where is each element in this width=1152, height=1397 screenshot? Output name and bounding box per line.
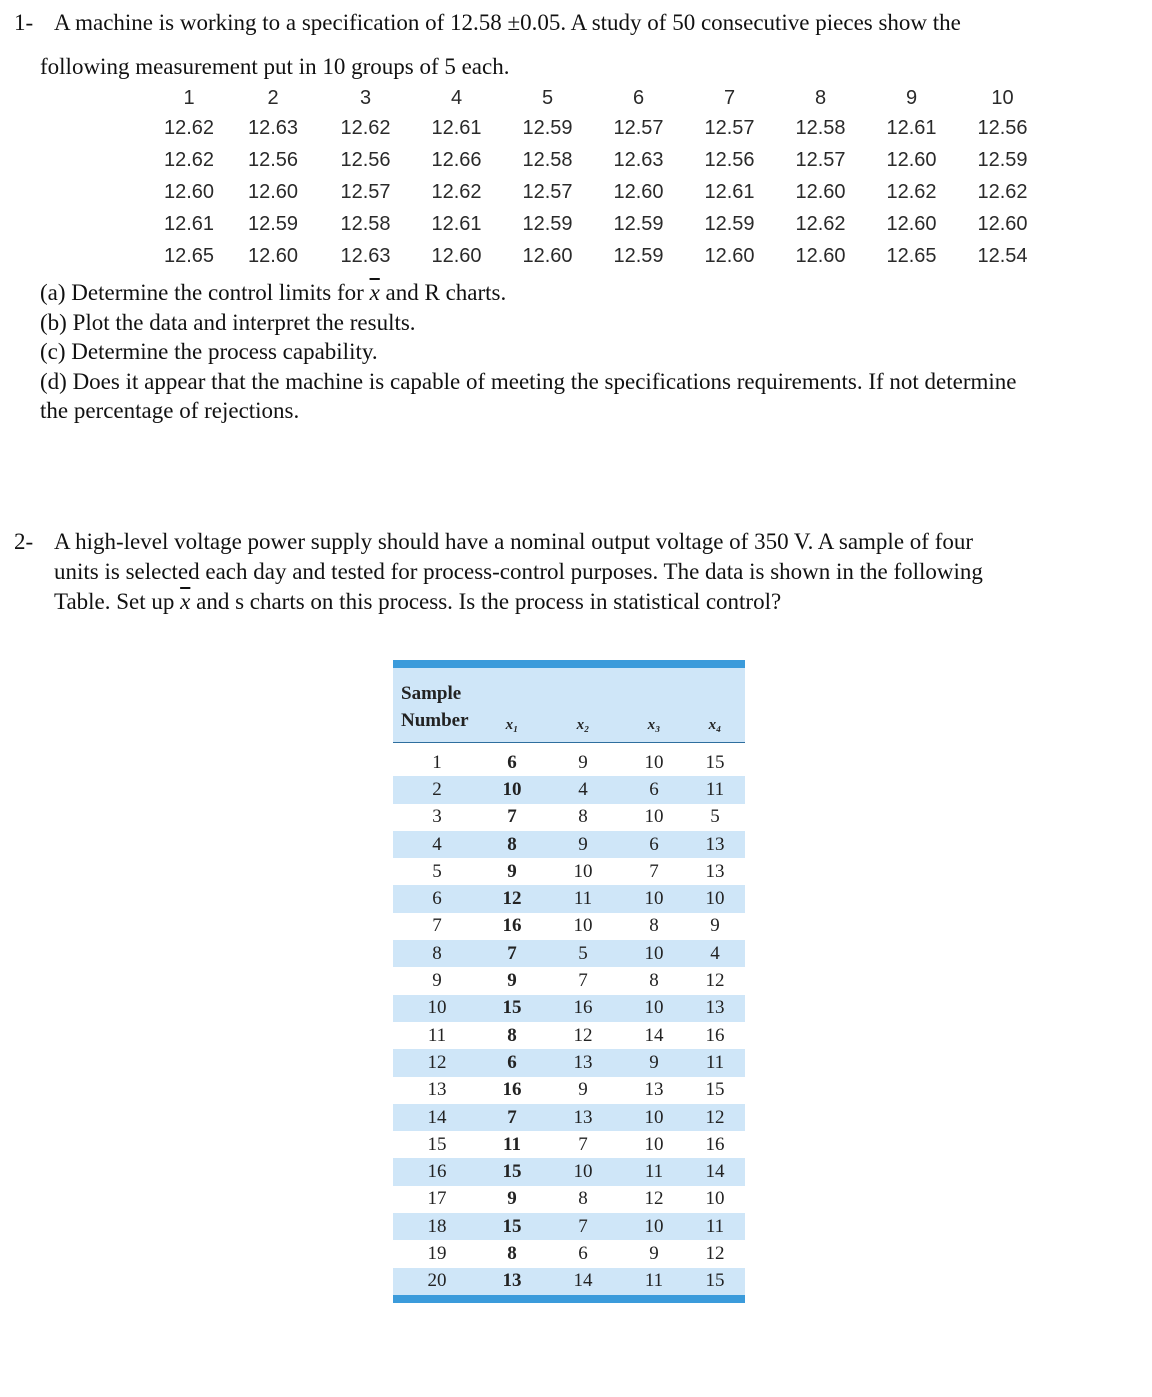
- sample-row: [393, 1158, 745, 1185]
- x3-cell: 6: [623, 831, 685, 858]
- measurement-row: [152, 112, 1048, 144]
- measurement-cell: 12.62: [795, 212, 846, 235]
- x4-cell: 15: [685, 1268, 745, 1295]
- measurement-cell: 12.62: [340, 116, 391, 139]
- x1-cell: 10: [481, 776, 543, 803]
- measurement-cell: 12.58: [522, 148, 573, 171]
- measurement-cell: 12.59: [704, 212, 755, 235]
- x3-cell: 6: [623, 776, 685, 803]
- part-a-text-end: and R charts.: [385, 280, 507, 305]
- problem1-number: 1-: [14, 10, 34, 35]
- group-header: 6: [632, 86, 645, 109]
- measurement-cell: 12.59: [613, 212, 664, 235]
- x4-cell: 10: [705, 1188, 725, 1210]
- header-sample: Sample: [401, 683, 462, 704]
- x3-cell: 10: [623, 1213, 685, 1240]
- x4-cell: 5: [710, 806, 720, 828]
- group-header: 9: [905, 86, 918, 109]
- x1-cell: 8: [481, 831, 543, 858]
- x4-cell: 10: [685, 885, 745, 912]
- sample-number-cell: 20: [393, 1268, 481, 1295]
- table-header-row: [393, 668, 745, 743]
- x3-header: [623, 668, 685, 743]
- group-header: 5: [541, 86, 554, 109]
- x1-cell: 7: [481, 1104, 543, 1131]
- measurement-cell: 12.57: [795, 148, 846, 171]
- group-header: 10: [991, 86, 1014, 109]
- sample-row: [393, 1268, 745, 1295]
- x3-cell: 10: [623, 1104, 685, 1131]
- x4-cell: 13: [705, 860, 725, 882]
- measurement-cell: 12.61: [163, 212, 215, 235]
- x3-label: x₃: [647, 717, 661, 733]
- x1-cell: 7: [507, 806, 517, 828]
- measurement-cell: 12.60: [795, 244, 846, 267]
- x3-cell: 10: [644, 806, 664, 828]
- measurement-cell: 12.61: [431, 212, 482, 235]
- group-header: 8: [814, 86, 827, 109]
- part-d-line2: the percentage of rejections.: [40, 398, 300, 423]
- part-a: [40, 278, 1140, 308]
- measurement-cell: 12.63: [247, 116, 299, 139]
- measurement-cell: 12.56: [340, 148, 391, 171]
- sample-row: [393, 995, 745, 1022]
- sample-number-cell: 5: [432, 860, 442, 882]
- measurement-cell: 12.62: [431, 180, 482, 203]
- xbar-symbol: $\overline{x}$: [180, 589, 191, 614]
- measurement-cell: 12.59: [247, 212, 299, 235]
- x1-cell: 12: [481, 885, 543, 912]
- measurement-cell: 12.58: [340, 212, 391, 235]
- measurement-cell: 12.59: [977, 148, 1028, 171]
- sample-row: [393, 858, 745, 885]
- x4-cell: 16: [705, 1133, 725, 1155]
- x3-cell: 11: [623, 1158, 685, 1185]
- part-d-line1: (d) Does it appear that the machine is capable of meeting the specifications requirements. If not determine: [40, 368, 1017, 394]
- sample-row: [393, 804, 745, 831]
- problem1-statement: [14, 10, 961, 36]
- x1-cell: 16: [502, 1079, 522, 1101]
- x2-cell: 6: [578, 1242, 588, 1264]
- measurement-cell: 12.60: [886, 148, 937, 171]
- x1-cell: 6: [507, 751, 517, 773]
- problem2-line3-start: Table. Set up: [54, 589, 175, 614]
- measurement-cell: 12.60: [247, 180, 299, 203]
- x2-cell: 16: [543, 995, 623, 1022]
- measurement-cell: 12.57: [522, 180, 573, 203]
- part-a-text: (a) Determine the control limits for: [40, 280, 364, 305]
- sample-row: [393, 1022, 745, 1049]
- measurement-cell: 12.57: [340, 180, 391, 203]
- measurement-cell: 12.56: [704, 148, 755, 171]
- problem2-line3: [54, 587, 1134, 617]
- x3-cell: 10: [623, 940, 685, 967]
- x4-cell: 14: [685, 1158, 745, 1185]
- sample-row: [393, 967, 745, 994]
- part-b: (b) Plot the data and interpret the results.: [40, 309, 416, 335]
- header-number: Number: [401, 710, 469, 731]
- x2-cell: 13: [543, 1104, 623, 1131]
- problem2-number: 2-: [14, 529, 34, 554]
- sample-number-cell: 18: [393, 1213, 481, 1240]
- sample-number-cell: 4: [393, 831, 481, 858]
- measurement-cell: 12.65: [886, 244, 937, 267]
- sample-number-cell: 6: [393, 885, 481, 912]
- x2-cell: 8: [578, 806, 588, 828]
- sample-number-cell: 14: [393, 1104, 481, 1131]
- measurement-cell: 12.62: [886, 180, 937, 203]
- sample-row: [393, 940, 745, 967]
- measurement-cell: 12.62: [163, 148, 215, 171]
- x1-cell: 8: [507, 1024, 517, 1046]
- x2-header: [543, 668, 623, 743]
- measurement-cell: 12.59: [613, 244, 664, 267]
- sample-number-cell: 7: [432, 915, 442, 937]
- sample-row: [393, 743, 745, 777]
- x2-cell: 7: [578, 1133, 588, 1155]
- measurement-cell: 12.56: [977, 116, 1028, 139]
- x1-cell: 6: [481, 1049, 543, 1076]
- measurement-row: [152, 144, 1048, 176]
- measurement-cell: 12.61: [886, 116, 937, 139]
- measurement-cell: 12.62: [977, 180, 1028, 203]
- x1-cell: 7: [481, 940, 543, 967]
- x2-cell: 5: [543, 940, 623, 967]
- x4-cell: 12: [705, 1242, 725, 1264]
- x4-cell: 12: [705, 970, 725, 992]
- sample-number-cell: 11: [427, 1024, 447, 1046]
- x2-cell: 10: [543, 1158, 623, 1185]
- sample-number-cell: 1: [432, 751, 442, 773]
- measurement-cell: 12.57: [704, 116, 755, 139]
- x1-cell: 11: [503, 1133, 521, 1155]
- measurement-cell: 12.56: [247, 148, 299, 171]
- measurement-row: [152, 176, 1048, 208]
- x2-cell: 10: [573, 860, 593, 882]
- measurement-cell: 12.60: [613, 180, 664, 203]
- x4-cell: 15: [705, 1079, 725, 1101]
- x3-cell: 7: [649, 860, 659, 882]
- x4-cell: 11: [685, 1213, 745, 1240]
- measurement-cell: 12.60: [163, 180, 215, 203]
- group-header: 2: [267, 86, 279, 109]
- group-header: 1: [183, 86, 195, 109]
- x3-cell: 14: [644, 1024, 664, 1046]
- x1-cell: 8: [507, 1242, 517, 1264]
- x4-cell: 15: [705, 751, 725, 773]
- sample-row: [393, 1104, 745, 1131]
- measurement-cell: 12.60: [886, 212, 937, 235]
- sample-number-cell: 10: [393, 995, 481, 1022]
- sample-number-cell: 2: [393, 776, 481, 803]
- measurement-cell: 12.62: [163, 116, 215, 139]
- measurement-cell: 12.54: [977, 244, 1028, 267]
- x2-cell: 14: [543, 1268, 623, 1295]
- sample-row: [393, 1077, 745, 1104]
- sample-number-cell: 16: [393, 1158, 481, 1185]
- x3-cell: 9: [623, 1049, 685, 1076]
- measurement-cell: 12.60: [522, 244, 573, 267]
- x3-cell: 13: [644, 1079, 664, 1101]
- sample-row: [393, 1131, 745, 1158]
- x4-cell: 13: [685, 995, 745, 1022]
- x4-cell: 11: [685, 776, 745, 803]
- x3-cell: 10: [623, 885, 685, 912]
- measurement-cell: 12.63: [340, 244, 391, 267]
- sample-number-cell: 12: [393, 1049, 481, 1076]
- measurement-cell: 12.63: [613, 148, 664, 171]
- table-bottom-rule: [393, 1295, 745, 1303]
- measurement-cell: 12.60: [977, 212, 1028, 235]
- x2-cell: 9: [578, 1079, 588, 1101]
- x2-label: x₂: [576, 717, 590, 733]
- problem2-line3-end: and s charts on this process. Is the process in statistical control?: [196, 589, 782, 614]
- group-header: 7: [723, 86, 736, 109]
- sample-number-header: [393, 668, 481, 743]
- x4-label: x₄: [708, 717, 722, 733]
- group-header: 4: [450, 86, 463, 109]
- x1-cell: 15: [481, 1213, 543, 1240]
- measurement-cell: 12.61: [431, 116, 482, 139]
- x4-cell: 16: [705, 1024, 725, 1046]
- part-c: (c) Determine the process capability.: [40, 339, 378, 364]
- problem2-statement: [14, 527, 1134, 617]
- x2-cell: 10: [573, 915, 593, 937]
- x4-cell: 12: [685, 1104, 745, 1131]
- x1-cell: 9: [507, 970, 517, 992]
- x2-cell: 7: [543, 1213, 623, 1240]
- sample-row: [393, 1186, 745, 1213]
- x1-cell: 15: [481, 1158, 543, 1185]
- problem1-line1: A machine is working to a specification of 12.58 ±0.05. A study of 50 consecutive pieces show the: [54, 10, 961, 35]
- measurement-cell: 12.61: [704, 180, 755, 203]
- sample-number-cell: 3: [432, 806, 442, 828]
- x1-cell: 13: [481, 1268, 543, 1295]
- problem2-line1: A high-level voltage power supply should have a nominal output voltage of 350 V. A sample of four: [54, 529, 974, 554]
- x3-cell: 11: [623, 1268, 685, 1295]
- x3-cell: 8: [649, 970, 659, 992]
- sample-row: [393, 1213, 745, 1240]
- sample-number-cell: 17: [427, 1188, 447, 1210]
- x2-cell: 8: [578, 1188, 588, 1210]
- sample-row: [393, 913, 745, 940]
- sample-number-cell: 15: [427, 1133, 447, 1155]
- sample-number-cell: 8: [393, 940, 481, 967]
- x2-cell: 9: [543, 831, 623, 858]
- measurement-cell: 12.59: [522, 116, 573, 139]
- problem2-line2: units is selected each day and tested for process-control purposes. The data is shown in the following: [54, 559, 983, 584]
- measurement-cell: 12.66: [431, 148, 482, 171]
- xbar-symbol: $\overline{x}$: [369, 280, 380, 305]
- measurement-cell: 12.60: [704, 244, 755, 267]
- x2-cell: 7: [578, 970, 588, 992]
- x2-cell: 9: [578, 751, 588, 773]
- table-top-rule: [393, 660, 745, 668]
- x2-cell: 4: [543, 776, 623, 803]
- sample-row: [393, 831, 745, 858]
- sample-row: [393, 1049, 745, 1076]
- measurement-header-row: [152, 84, 1048, 112]
- x1-cell: 9: [507, 860, 517, 882]
- x3-cell: 8: [649, 915, 659, 937]
- x4-header: [685, 668, 745, 743]
- sample-row: [393, 1240, 745, 1267]
- x3-cell: 9: [649, 1242, 659, 1264]
- measurement-cell: 12.60: [795, 180, 846, 203]
- measurement-row: [152, 240, 1048, 272]
- measurement-row: [152, 208, 1048, 240]
- x2-cell: 12: [573, 1024, 593, 1046]
- measurement-table: [152, 84, 1048, 272]
- x4-cell: 9: [710, 915, 720, 937]
- x2-cell: 13: [543, 1049, 623, 1076]
- sample-number-cell: 19: [427, 1242, 447, 1264]
- measurement-cell: 12.59: [522, 212, 573, 235]
- measurement-cell: 12.60: [247, 244, 299, 267]
- x4-cell: 4: [685, 940, 745, 967]
- sample-number-cell: 9: [432, 970, 442, 992]
- x1-header: [481, 668, 543, 743]
- measurement-cell: 12.65: [163, 244, 215, 267]
- x4-cell: 13: [685, 831, 745, 858]
- x1-cell: 16: [502, 915, 522, 937]
- x4-cell: 11: [685, 1049, 745, 1076]
- sample-row: [393, 885, 745, 912]
- x3-cell: 12: [644, 1188, 664, 1210]
- voltage-sample-table: [393, 660, 745, 1303]
- x2-cell: 11: [543, 885, 623, 912]
- sample-row: [393, 776, 745, 803]
- x3-cell: 10: [644, 751, 664, 773]
- measurement-cell: 12.57: [613, 116, 664, 139]
- measurement-cell: 12.58: [795, 116, 846, 139]
- x1-cell: 9: [507, 1188, 517, 1210]
- x3-cell: 10: [623, 995, 685, 1022]
- problem1-line2: following measurement put in 10 groups of 5 each.: [40, 54, 510, 79]
- problem1-parts: [40, 278, 1140, 426]
- measurement-cell: 12.60: [431, 244, 482, 267]
- group-header: 3: [359, 86, 372, 109]
- x3-cell: 10: [644, 1133, 664, 1155]
- sample-number-cell: 13: [427, 1079, 447, 1101]
- x1-label: x₁: [505, 717, 519, 733]
- x1-cell: 15: [481, 995, 543, 1022]
